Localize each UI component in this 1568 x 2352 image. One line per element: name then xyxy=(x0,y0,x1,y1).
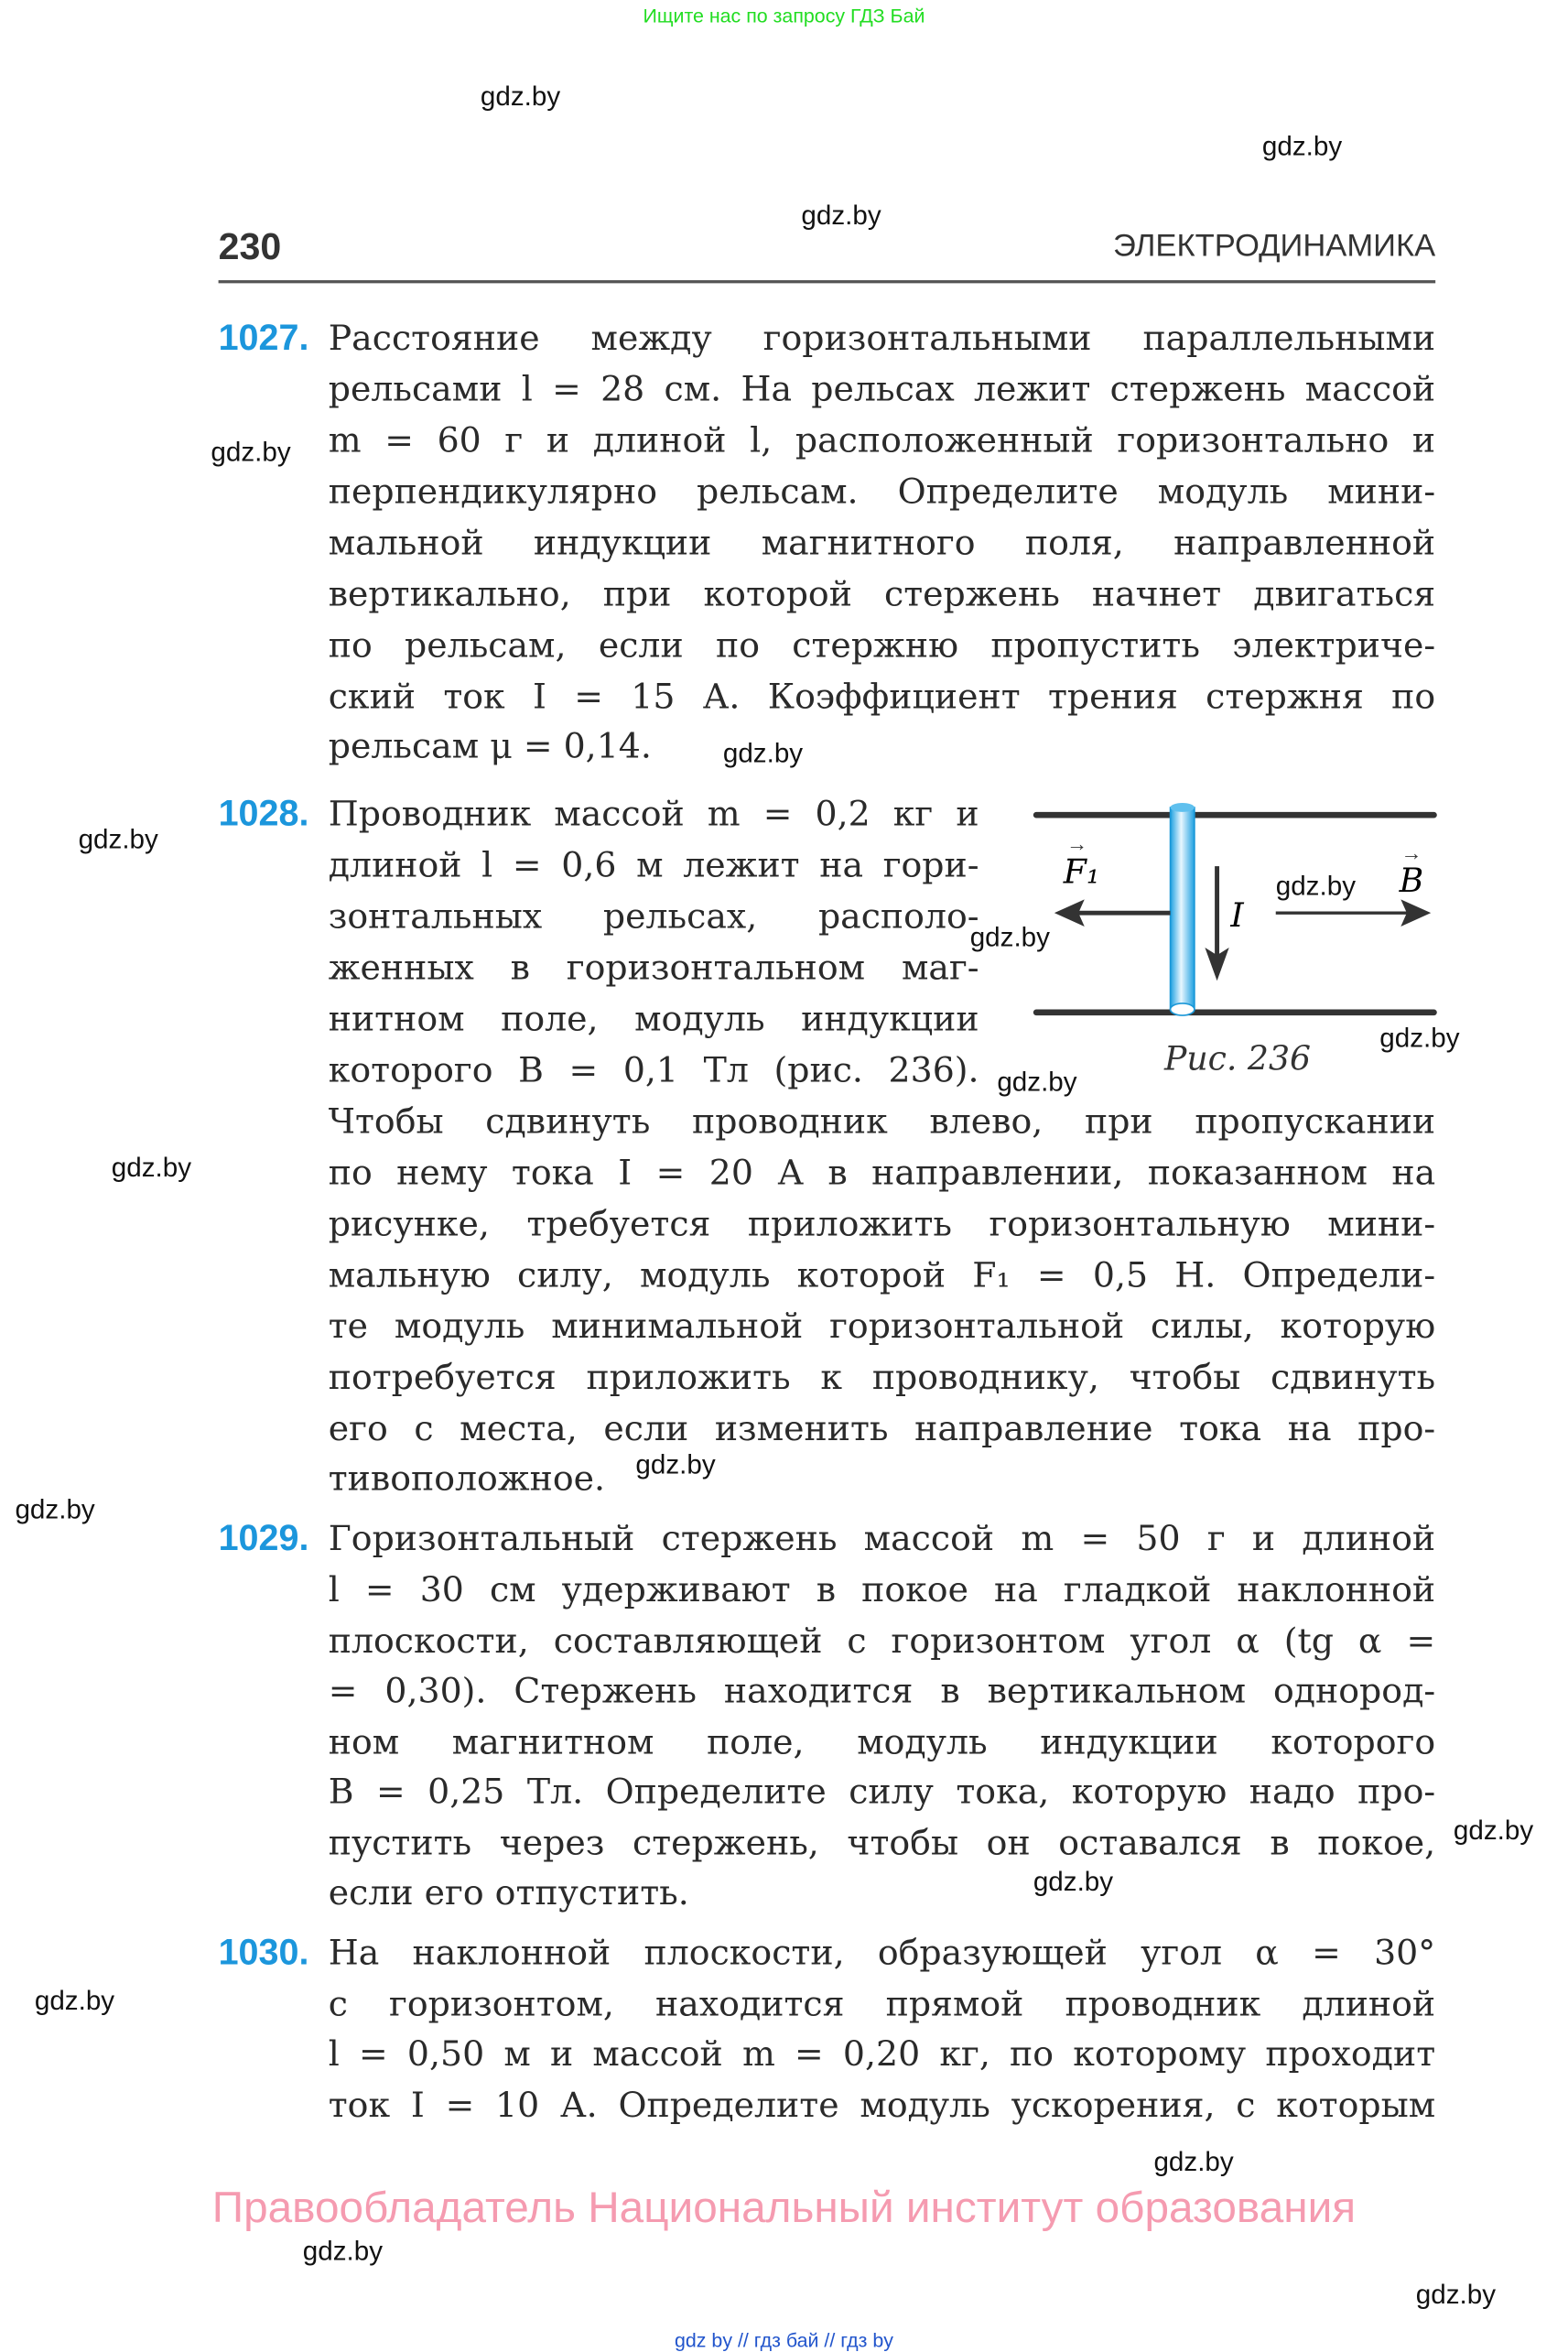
problem-text-line: рельсам μ = 0,14. xyxy=(328,727,652,767)
figure-caption: Рис. 236 xyxy=(1163,1041,1312,1079)
problem-text-line: Чтобы сдвинуть проводник влево, при пропускании xyxy=(328,1102,1436,1143)
problem-text-line: нитном поле, модуль индукции xyxy=(328,1000,979,1040)
problem-text-line: которого B = 0,1 Тл (рис. 236). xyxy=(328,1051,979,1091)
problem-number: 1028. xyxy=(218,794,309,835)
force-label: F₁ xyxy=(1063,851,1100,892)
problem-text-line: рисунке, требуется приложить горизонтальную мини- xyxy=(328,1205,1436,1245)
problem-text-line: пустить через стержень, чтобы он оставался в покое, xyxy=(328,1824,1436,1864)
watermark-text: gdz.by xyxy=(1153,2146,1234,2177)
watermark-text: gdz.by xyxy=(969,922,1050,952)
problem-text-line: перпендикулярно рельсам. Определите модуль мини- xyxy=(328,472,1436,513)
search-hint-banner: Ищите нас по запросу ГДЗ Бай xyxy=(643,4,925,27)
rod-top-end xyxy=(1171,803,1195,812)
problem-text-line: = 0,30). Стержень находится в вертикальном однород- xyxy=(328,1672,1436,1712)
problem-text-line: женных в горизонтальном маг- xyxy=(328,948,979,989)
current-label: I xyxy=(1230,894,1244,935)
watermark-text: gdz.by xyxy=(211,437,291,468)
section-title: ЭЛЕКТРОДИНАМИКА xyxy=(1113,229,1436,264)
footer-links[interactable]: gdz by // гдз бай // гдз by xyxy=(675,2328,893,2352)
watermark-text: gdz.by xyxy=(801,200,881,231)
vector-arrow-icon: → xyxy=(1400,840,1422,865)
watermark-text: gdz.by xyxy=(1453,1815,1534,1846)
problem-text-line: мальную силу, модуль которой F₁ = 0,5 Н. Определи- xyxy=(328,1256,1436,1296)
problem-text-line: мальной индукции магнитного поля, направленной xyxy=(328,524,1436,564)
problem-text-line: B = 0,25 Тл. Определите силу тока, которую надо про- xyxy=(328,1772,1436,1813)
watermark-text: gdz.by xyxy=(1261,131,1343,162)
problem-text-line: его с места, если изменить направление тока на про- xyxy=(328,1410,1436,1449)
problem-number: 1029. xyxy=(218,1518,309,1560)
watermark-text: gdz.by xyxy=(480,81,561,112)
watermark-text: gdz.by xyxy=(15,1494,95,1525)
watermark-text: gdz.by xyxy=(635,1448,716,1479)
problem-text-line: m = 60 г и длиной l, расположенный горизонтально и xyxy=(328,421,1436,461)
problem-text-line: с горизонтом, находится прямой проводник длиной xyxy=(328,1985,1436,2025)
problem-text-line: Горизонтальный стержень массой m = 50 г и длиной xyxy=(328,1520,1436,1560)
watermark-text: gdz.by xyxy=(1033,1866,1114,1897)
watermark-text: gdz.by xyxy=(997,1067,1077,1097)
watermark-text: gdz.by xyxy=(1415,2279,1497,2310)
watermark-text: gdz.by xyxy=(722,738,804,769)
problem-text-line: Проводник массой m = 0,2 кг и xyxy=(328,795,979,835)
field-label: B xyxy=(1399,861,1424,901)
problem-text-line: те модуль минимальной горизонтальной силы, которую xyxy=(328,1307,1436,1348)
problem-text-line: l = 30 см удерживают в покое на гладкой наклонной xyxy=(328,1571,1436,1611)
copyright-notice: Правообладатель Национальный институт образования xyxy=(211,2184,1357,2233)
rod-bottom-end xyxy=(1171,1003,1195,1015)
problem-text-line: ном магнитном поле, модуль индукции которого xyxy=(328,1723,1436,1763)
figure-236 xyxy=(1024,791,1446,1032)
watermark-text: gdz.by xyxy=(34,1985,115,2016)
problem-number: 1027. xyxy=(218,318,309,359)
watermark-text: gdz.by xyxy=(78,824,158,854)
problem-text-line: по рельсам, если по стержню пропустить электриче- xyxy=(328,626,1436,667)
watermark-text: gdz.by xyxy=(1379,1023,1460,1054)
watermark-text: gdz.by xyxy=(302,2235,384,2266)
problem-text-line: l = 0,50 м и массой m = 0,20 кг, по которому проходит xyxy=(328,2035,1436,2075)
problem-text-line: ский ток I = 15 А. Коэффициент трения стержня по xyxy=(328,677,1436,718)
problem-text-line: Расстояние между горизонтальными параллельными xyxy=(328,319,1436,359)
header-divider xyxy=(219,280,1436,283)
problem-text-line: тивоположное. xyxy=(328,1459,606,1500)
page-number: 230 xyxy=(218,225,282,268)
conductor-rod xyxy=(1171,807,1195,1009)
problem-text-line: потребуется приложить к проводнику, чтобы сдвинуть xyxy=(328,1359,1436,1399)
problem-text-line: ток I = 10 А. Определите модуль ускорения, с которым xyxy=(328,2086,1436,2126)
problem-text-line: На наклонной плоскости, образующей угол α = 30° xyxy=(328,1934,1436,1974)
problem-text-line: если его отпустить. xyxy=(328,1874,689,1913)
problem-number: 1030. xyxy=(218,1933,309,1974)
problem-text-line: длиной l = 0,6 м лежит на гори- xyxy=(328,846,979,886)
problem-text-line: зонтальных рельсах, располо- xyxy=(328,897,979,938)
problem-text-line: рельсами l = 28 см. На рельсах лежит стержень массой xyxy=(328,370,1436,410)
watermark-text: gdz.by xyxy=(111,1152,192,1183)
problem-text-line: плоскости, составляющей с горизонтом угол α (tg α = xyxy=(328,1622,1436,1662)
problem-text-line: по нему тока I = 20 А в направлении, показанном на xyxy=(328,1154,1436,1194)
watermark-text: gdz.by xyxy=(1275,871,1357,902)
vector-arrow-icon: → xyxy=(1066,831,1088,856)
problem-text-line: вертикально, при которой стержень начнет двигаться xyxy=(328,575,1436,615)
